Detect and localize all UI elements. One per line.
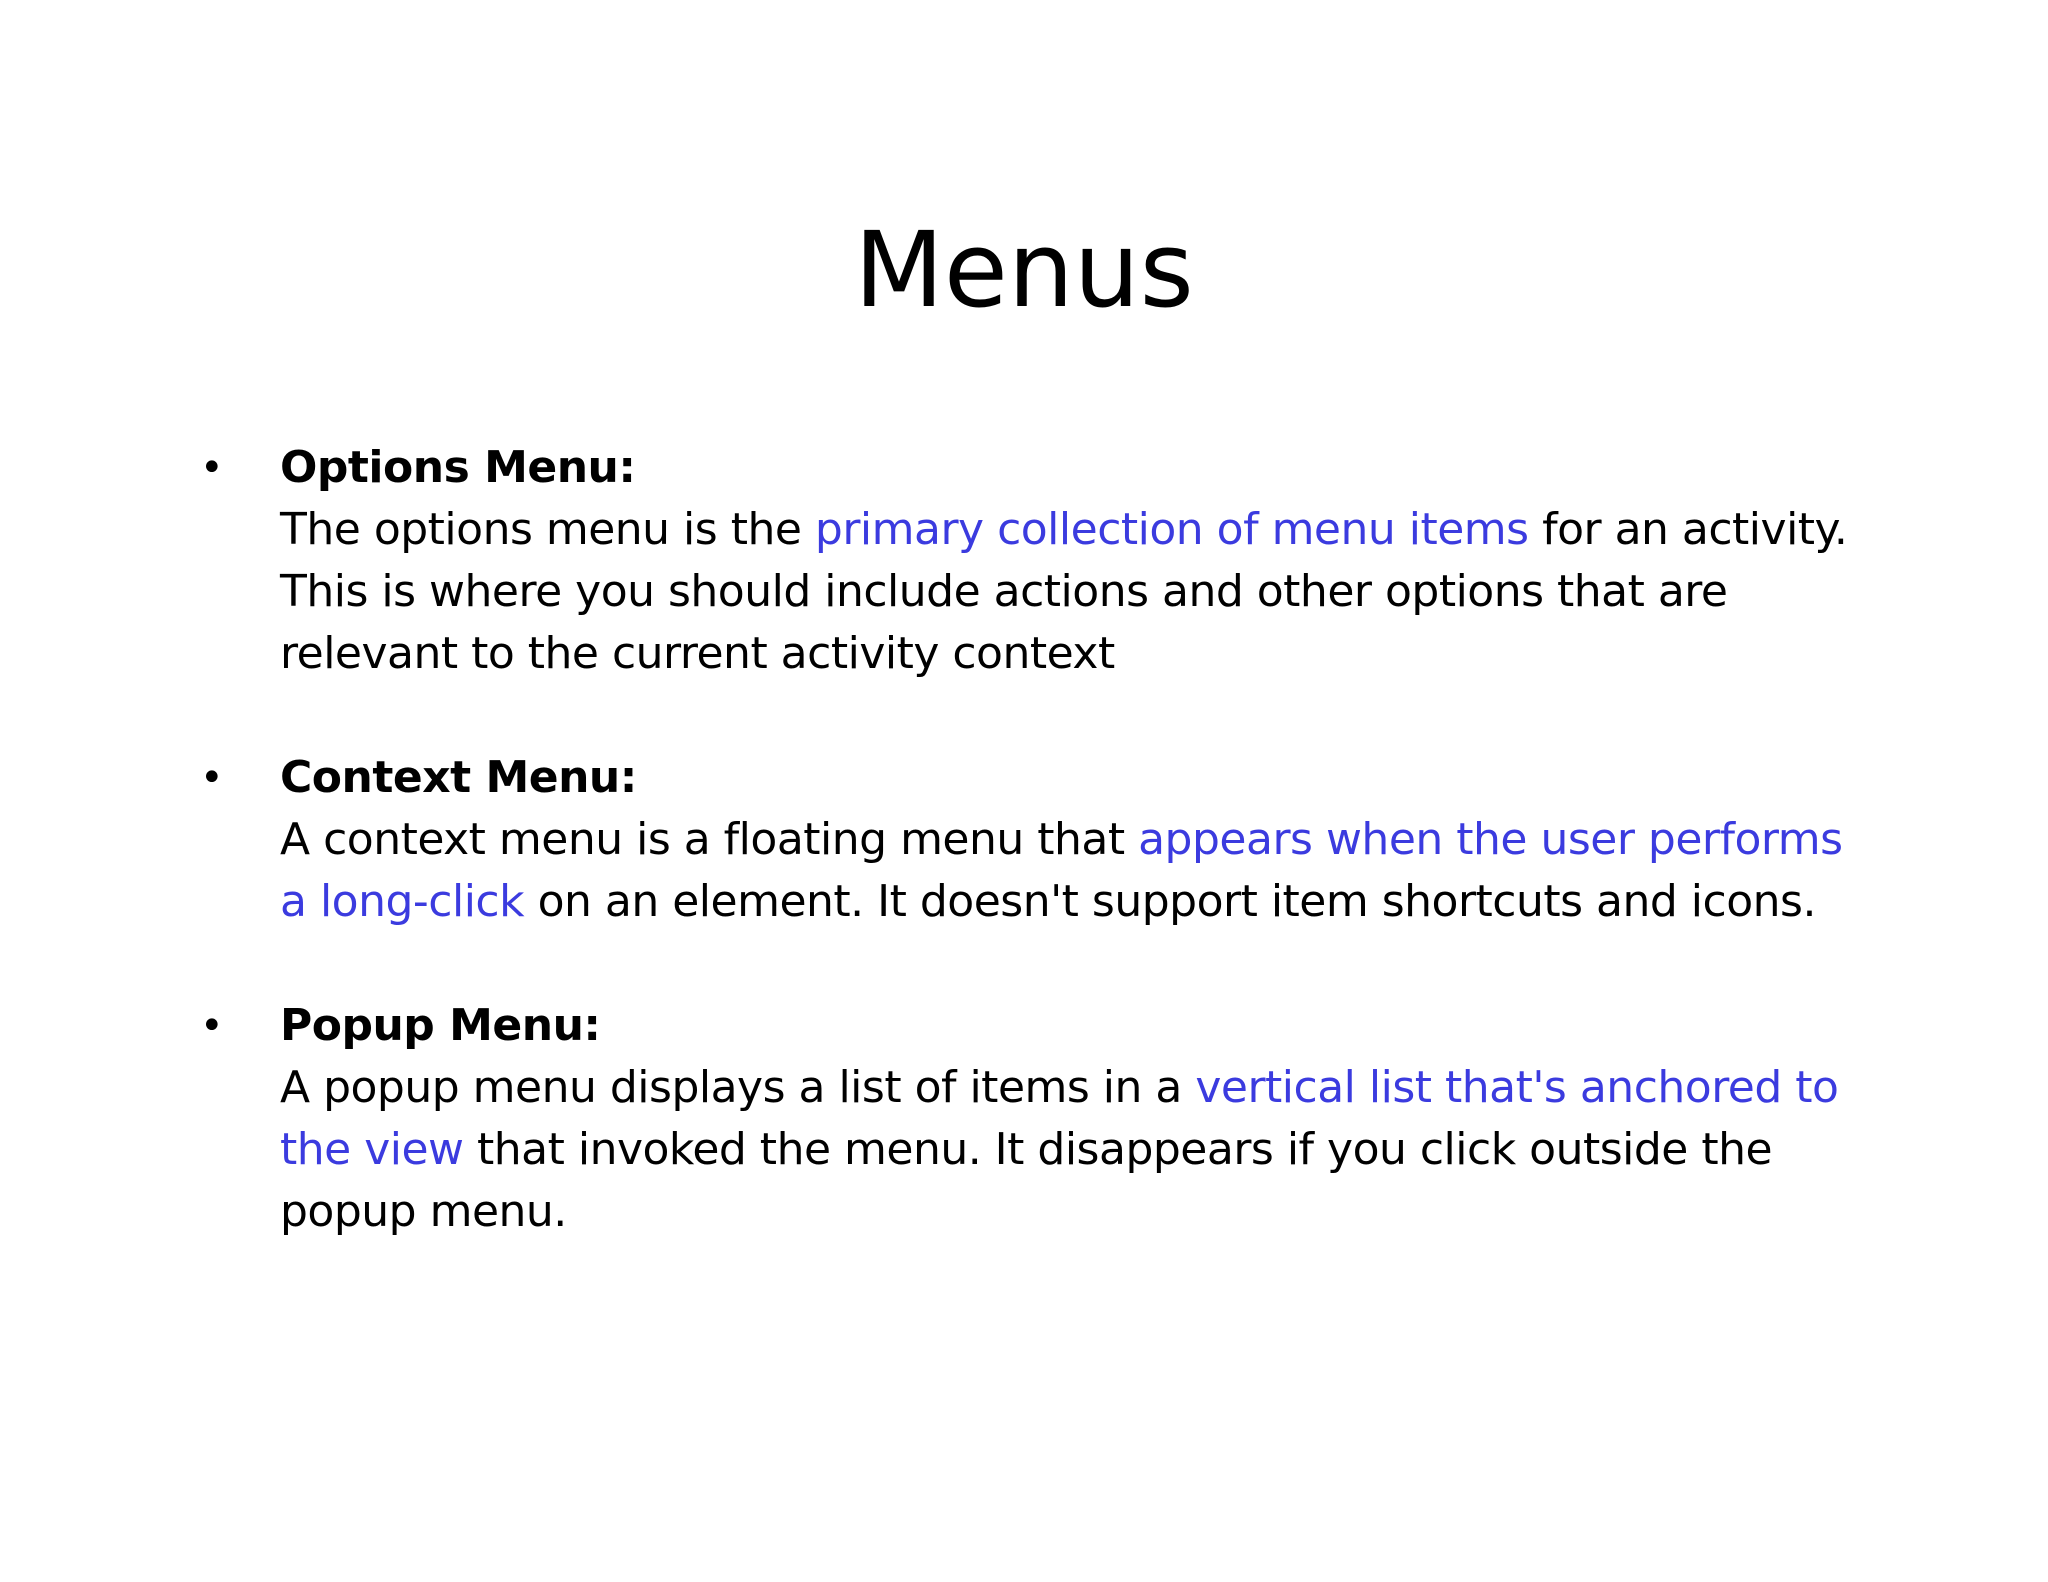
bullet-item-context-menu bbox=[200, 747, 1880, 933]
bullet-description bbox=[280, 499, 1880, 685]
description-text: on an element. It doesn't support item shortcuts and icons. bbox=[524, 876, 1816, 927]
slide-title: Menus bbox=[854, 209, 1194, 331]
description-text: that invoked the menu. It disappears if you click outside the popup menu. bbox=[280, 1124, 1773, 1237]
bullet-description bbox=[280, 809, 1880, 933]
highlighted-link[interactable]: primary collection of menu items bbox=[814, 504, 1529, 555]
bullet-item-options-menu bbox=[200, 437, 1880, 685]
description-text: A popup menu displays a list of items in a bbox=[280, 1062, 1196, 1113]
bullet-title: Popup Menu: bbox=[280, 1000, 601, 1051]
description-text: A context menu is a floating menu that bbox=[280, 814, 1139, 865]
bullet-title: Options Menu: bbox=[280, 442, 636, 493]
description-text: for an activity. This is where you should include actions and other options that are relevant to the current activity context bbox=[280, 504, 1848, 679]
highlighted-link[interactable]: appears when the user performs a long-click bbox=[280, 814, 1843, 927]
bullet-item-popup-menu bbox=[200, 995, 1880, 1243]
bullet-icon: • bbox=[200, 1003, 224, 1049]
highlighted-link[interactable]: vertical list that's anchored to the view bbox=[280, 1062, 1839, 1175]
bullet-icon: • bbox=[200, 755, 224, 801]
bullet-description bbox=[280, 1057, 1880, 1243]
bullet-icon: • bbox=[200, 445, 224, 491]
bullet-list bbox=[200, 437, 1880, 1243]
description-text: The options menu is the bbox=[280, 504, 815, 555]
bullet-title: Context Menu: bbox=[280, 752, 637, 803]
